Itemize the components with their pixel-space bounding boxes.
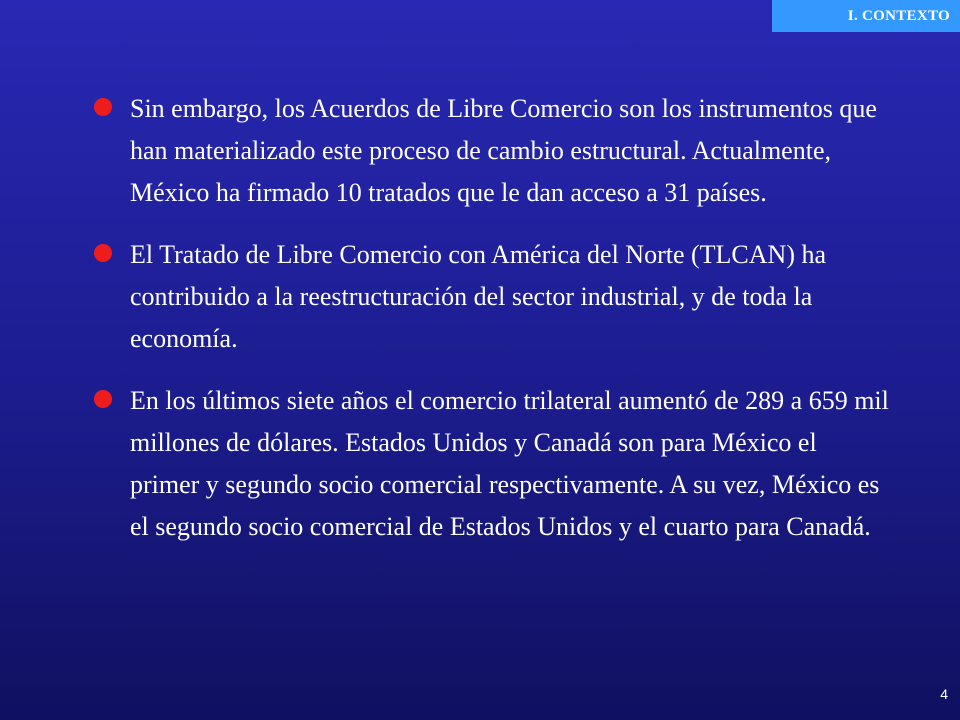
bullet-text: En los últimos siete años el comercio trilateral aumentó de 289 a 659 mil millones de dólares. Estados Unidos y Canadá son para México el primer y segundo socio comercial respectivamente. A su vez, México es el segundo socio comercial de Estados Unidos y el cuarto para Canadá. bbox=[130, 386, 889, 541]
page-number: 4 bbox=[940, 686, 948, 702]
bullet-item bbox=[92, 380, 892, 548]
bullet-item bbox=[92, 234, 892, 360]
section-tag: I. CONTEXTO bbox=[772, 0, 960, 32]
bullet-item bbox=[92, 88, 892, 214]
bullet-dot-icon bbox=[94, 244, 112, 262]
bullet-dot-icon bbox=[94, 98, 112, 116]
bullet-text: El Tratado de Libre Comercio con América del Norte (TLCAN) ha contribuido a la reestructuración del sector industrial, y de toda la economía. bbox=[130, 240, 827, 353]
bullet-list bbox=[92, 88, 892, 548]
bullet-text: Sin embargo, los Acuerdos de Libre Comercio son los instrumentos que han materializado este proceso de cambio estructural. Actualmente, México ha firmado 10 tratados que le dan acceso a 31 países. bbox=[130, 94, 877, 207]
bullet-dot-icon bbox=[94, 390, 112, 408]
